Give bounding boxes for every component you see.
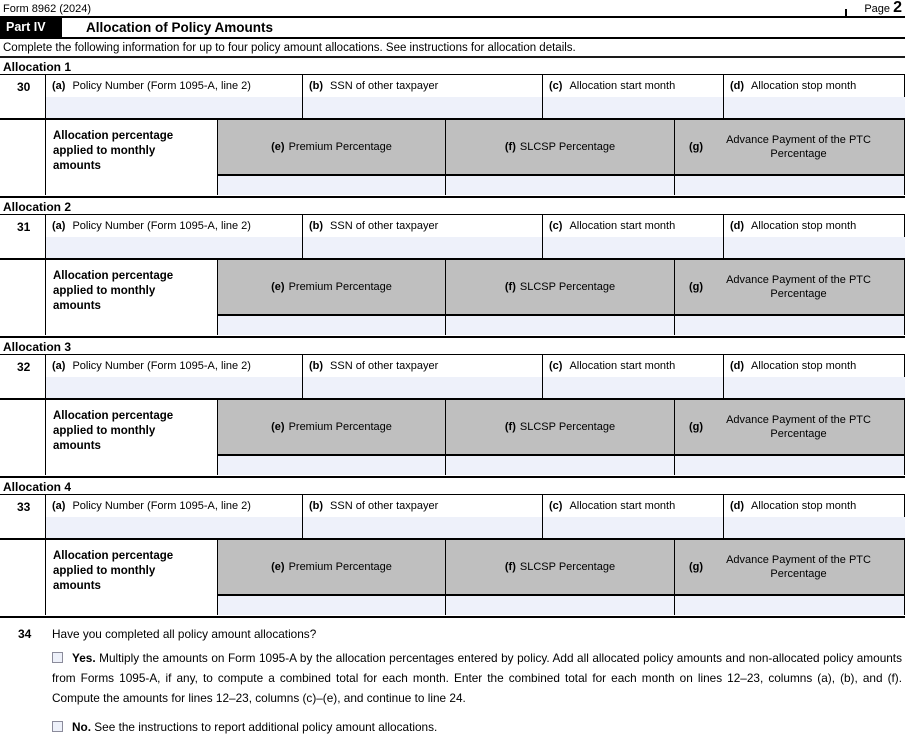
stop-month-cell	[723, 97, 905, 118]
allocation-title: Allocation 4	[0, 478, 905, 495]
no-checkbox[interactable]	[52, 721, 63, 732]
alloc1-ssn-input[interactable]	[303, 97, 542, 118]
col-d-header	[723, 215, 905, 237]
col-f-label: SLCSP Percentage	[519, 421, 616, 433]
alloc3-start-month-input[interactable]	[543, 377, 723, 398]
allocation-row-identifiers	[0, 355, 905, 400]
col-e-label: Premium Percentage	[288, 281, 392, 293]
alloc1-slcsp-pct-input[interactable]	[446, 176, 674, 195]
col-e-header	[218, 400, 446, 456]
alloc2-policy-number-input[interactable]	[46, 237, 302, 258]
allocation-section-4	[0, 478, 905, 618]
slcsp-pct-cell	[446, 456, 675, 475]
slcsp-pct-cell	[446, 596, 675, 615]
col-c-header	[542, 215, 723, 237]
ssn-cell	[302, 97, 542, 118]
aptc-pct-cell	[675, 316, 905, 335]
ssn-cell	[302, 517, 542, 538]
yes-option	[52, 648, 902, 708]
col-a-letter: (a)	[52, 80, 66, 92]
col-a-header	[45, 75, 302, 97]
col-a-letter: (a)	[52, 220, 66, 232]
line-number: 30	[17, 80, 31, 94]
col-b-header	[302, 495, 542, 517]
allocation-row-identifiers	[0, 75, 905, 120]
col-a-label: Policy Number (Form 1095-A, line 2)	[72, 80, 251, 92]
start-month-cell	[542, 377, 723, 398]
col-e-letter: (e)	[271, 421, 285, 433]
col-e-label: Premium Percentage	[288, 421, 392, 433]
col-b-header	[302, 215, 542, 237]
col-b-header	[302, 75, 542, 97]
page-number-value: 2	[893, 0, 902, 16]
line-number: 33	[17, 500, 31, 514]
row-gutter	[0, 120, 45, 195]
col-a-header	[45, 215, 302, 237]
col-f-header	[446, 260, 675, 316]
col-g-letter: (g)	[689, 421, 704, 433]
stop-month-cell	[723, 377, 905, 398]
allocation-row-identifiers	[0, 215, 905, 260]
col-b-letter: (b)	[309, 220, 324, 232]
policy-number-cell	[45, 517, 302, 538]
col-b-label: SSN of other taxpayer	[330, 500, 439, 512]
no-instructions: See the instructions to report additional policy amount allocations.	[94, 720, 438, 734]
ssn-cell	[302, 237, 542, 258]
allocation-section-1	[0, 58, 905, 198]
alloc2-start-month-input[interactable]	[543, 237, 723, 258]
page-number	[864, 2, 902, 15]
allocation-title: Allocation 1	[0, 58, 905, 75]
col-e-header	[218, 260, 446, 316]
col-d-letter: (d)	[730, 80, 745, 92]
col-c-letter: (c)	[549, 500, 563, 512]
alloc4-premium-pct-input[interactable]	[218, 596, 445, 615]
col-d-letter: (d)	[730, 360, 745, 372]
col-d-label: Allocation stop month	[751, 500, 857, 512]
yes-instructions: Multiply the amounts on Form 1095-A by the allocation percentages entered by policy. Add all allocated policy amounts and non-allocated policy amounts from Forms 1095-A, if any, to compute a combined total for each month. Enter the combined total for each month on lines 12–23, columns (a), (b), and (f). Compute the amounts for lines 12–23, columns (c)–(e), and continue to line 24.	[52, 651, 902, 705]
allocation-row-percentages	[0, 120, 905, 195]
allocation-percentage-label: Allocation percentage applied to monthly amounts	[45, 260, 218, 335]
col-c-label: Allocation start month	[569, 220, 676, 232]
col-f-header	[446, 400, 675, 456]
col-d-header	[723, 355, 905, 377]
allocation-percentage-label: Allocation percentage applied to monthly amounts	[45, 400, 218, 475]
premium-pct-cell	[218, 596, 446, 615]
col-f-label: SLCSP Percentage	[519, 561, 616, 573]
line-34-section	[0, 618, 905, 737]
alloc4-slcsp-pct-input[interactable]	[446, 596, 674, 615]
col-f-letter: (f)	[504, 141, 516, 153]
col-a-letter: (a)	[52, 500, 66, 512]
col-a-label: Policy Number (Form 1095-A, line 2)	[72, 220, 251, 232]
alloc4-aptc-pct-input[interactable]	[675, 596, 904, 615]
col-b-label: SSN of other taxpayer	[330, 80, 439, 92]
col-c-header	[542, 495, 723, 517]
col-d-label: Allocation stop month	[751, 80, 857, 92]
col-b-header	[302, 355, 542, 377]
alloc2-ssn-input[interactable]	[303, 237, 542, 258]
col-b-label: SSN of other taxpayer	[330, 360, 439, 372]
col-g-label: Advance Payment of the PTC Percentage	[726, 414, 871, 440]
form-header	[0, 0, 905, 18]
col-b-label: SSN of other taxpayer	[330, 220, 439, 232]
col-a-label: Policy Number (Form 1095-A, line 2)	[72, 360, 251, 372]
start-month-cell	[542, 517, 723, 538]
col-c-letter: (c)	[549, 220, 563, 232]
yes-checkbox[interactable]	[52, 652, 63, 663]
alloc3-premium-pct-input[interactable]	[218, 456, 445, 475]
aptc-pct-cell	[675, 456, 905, 475]
alloc2-stop-month-input[interactable]	[724, 237, 905, 258]
alloc3-policy-number-input[interactable]	[46, 377, 302, 398]
col-g-label: Advance Payment of the PTC Percentage	[726, 274, 871, 300]
alloc1-stop-month-input[interactable]	[724, 97, 905, 118]
question-34-text: Have you completed all policy amount allocations?	[52, 627, 317, 641]
aptc-pct-cell	[675, 176, 905, 195]
alloc1-premium-pct-input[interactable]	[218, 176, 445, 195]
allocation-title: Allocation 2	[0, 198, 905, 215]
allocation-row-percentages	[0, 260, 905, 335]
policy-number-cell	[45, 97, 302, 118]
alloc4-policy-number-input[interactable]	[46, 517, 302, 538]
col-g-header	[675, 540, 905, 596]
col-e-header	[218, 540, 446, 596]
col-g-label: Advance Payment of the PTC Percentage	[726, 554, 871, 580]
line-number: 34	[18, 627, 32, 641]
alloc3-aptc-pct-input[interactable]	[675, 456, 904, 475]
col-f-letter: (f)	[504, 561, 516, 573]
slcsp-pct-cell	[446, 176, 675, 195]
slcsp-pct-cell	[446, 316, 675, 335]
no-label: No.	[72, 720, 92, 734]
col-g-header	[675, 400, 905, 456]
row-gutter	[0, 400, 45, 475]
alloc2-aptc-pct-input[interactable]	[675, 316, 904, 335]
no-option	[52, 717, 902, 737]
col-f-label: SLCSP Percentage	[519, 281, 616, 293]
aptc-pct-cell	[675, 596, 905, 615]
form-id: Form 8962 (2024)	[3, 3, 92, 15]
col-e-letter: (e)	[271, 141, 285, 153]
col-a-label: Policy Number (Form 1095-A, line 2)	[72, 500, 251, 512]
col-b-letter: (b)	[309, 500, 324, 512]
alloc3-ssn-input[interactable]	[303, 377, 542, 398]
premium-pct-cell	[218, 176, 446, 195]
col-a-header	[45, 495, 302, 517]
col-d-header	[723, 75, 905, 97]
col-f-header	[446, 120, 675, 176]
premium-pct-cell	[218, 316, 446, 335]
row-gutter	[0, 260, 45, 335]
page-label: Page	[864, 3, 891, 15]
part-iv-header	[0, 18, 905, 39]
col-e-label: Premium Percentage	[288, 141, 392, 153]
col-c-letter: (c)	[549, 80, 563, 92]
col-d-label: Allocation stop month	[751, 220, 857, 232]
allocation-row-percentages	[0, 540, 905, 615]
alloc1-aptc-pct-input[interactable]	[675, 176, 904, 195]
policy-number-cell	[45, 377, 302, 398]
col-g-header	[675, 260, 905, 316]
col-e-letter: (e)	[271, 561, 285, 573]
col-d-label: Allocation stop month	[751, 360, 857, 372]
part-iv-subtitle: Complete the following information for up to four policy amount allocations. See instructions for allocation details.	[0, 39, 905, 58]
line-number: 31	[17, 220, 31, 234]
col-e-letter: (e)	[271, 281, 285, 293]
start-month-cell	[542, 97, 723, 118]
allocation-row-percentages	[0, 400, 905, 475]
col-g-label: Advance Payment of the PTC Percentage	[726, 134, 871, 160]
col-g-letter: (g)	[689, 141, 704, 153]
alloc2-slcsp-pct-input[interactable]	[446, 316, 674, 335]
col-c-label: Allocation start month	[569, 500, 676, 512]
allocation-section-3	[0, 338, 905, 478]
alloc4-ssn-input[interactable]	[303, 517, 542, 538]
line-number: 32	[17, 360, 31, 374]
col-e-label: Premium Percentage	[288, 561, 392, 573]
stop-month-cell	[723, 237, 905, 258]
col-f-label: SLCSP Percentage	[519, 141, 616, 153]
col-g-header	[675, 120, 905, 176]
row-gutter	[0, 540, 45, 615]
col-d-letter: (d)	[730, 500, 745, 512]
allocation-row-identifiers	[0, 495, 905, 540]
alloc4-start-month-input[interactable]	[543, 517, 723, 538]
allocation-section-2	[0, 198, 905, 338]
allocation-percentage-label: Allocation percentage applied to monthly amounts	[45, 120, 218, 195]
col-c-label: Allocation start month	[569, 80, 676, 92]
alloc1-policy-number-input[interactable]	[46, 97, 302, 118]
col-f-header	[446, 540, 675, 596]
policy-number-cell	[45, 237, 302, 258]
col-c-letter: (c)	[549, 360, 563, 372]
part-iv-badge: Part IV	[0, 18, 62, 37]
ssn-cell	[302, 377, 542, 398]
col-f-letter: (f)	[504, 421, 516, 433]
col-g-letter: (g)	[689, 561, 704, 573]
stop-month-cell	[723, 517, 905, 538]
part-iv-title: Allocation of Policy Amounts	[86, 20, 274, 35]
alloc1-start-month-input[interactable]	[543, 97, 723, 118]
col-c-header	[542, 75, 723, 97]
start-month-cell	[542, 237, 723, 258]
col-c-label: Allocation start month	[569, 360, 676, 372]
allocation-percentage-label: Allocation percentage applied to monthly amounts	[45, 540, 218, 615]
premium-pct-cell	[218, 456, 446, 475]
col-a-header	[45, 355, 302, 377]
col-g-letter: (g)	[689, 281, 704, 293]
col-b-letter: (b)	[309, 80, 324, 92]
col-d-letter: (d)	[730, 220, 745, 232]
col-c-header	[542, 355, 723, 377]
allocation-title: Allocation 3	[0, 338, 905, 355]
col-e-header	[218, 120, 446, 176]
col-d-header	[723, 495, 905, 517]
alloc3-stop-month-input[interactable]	[724, 377, 905, 398]
col-b-letter: (b)	[309, 360, 324, 372]
col-a-letter: (a)	[52, 360, 66, 372]
alloc2-premium-pct-input[interactable]	[218, 316, 445, 335]
alloc4-stop-month-input[interactable]	[724, 517, 905, 538]
yes-label: Yes.	[72, 651, 96, 665]
alloc3-slcsp-pct-input[interactable]	[446, 456, 674, 475]
col-f-letter: (f)	[504, 281, 516, 293]
